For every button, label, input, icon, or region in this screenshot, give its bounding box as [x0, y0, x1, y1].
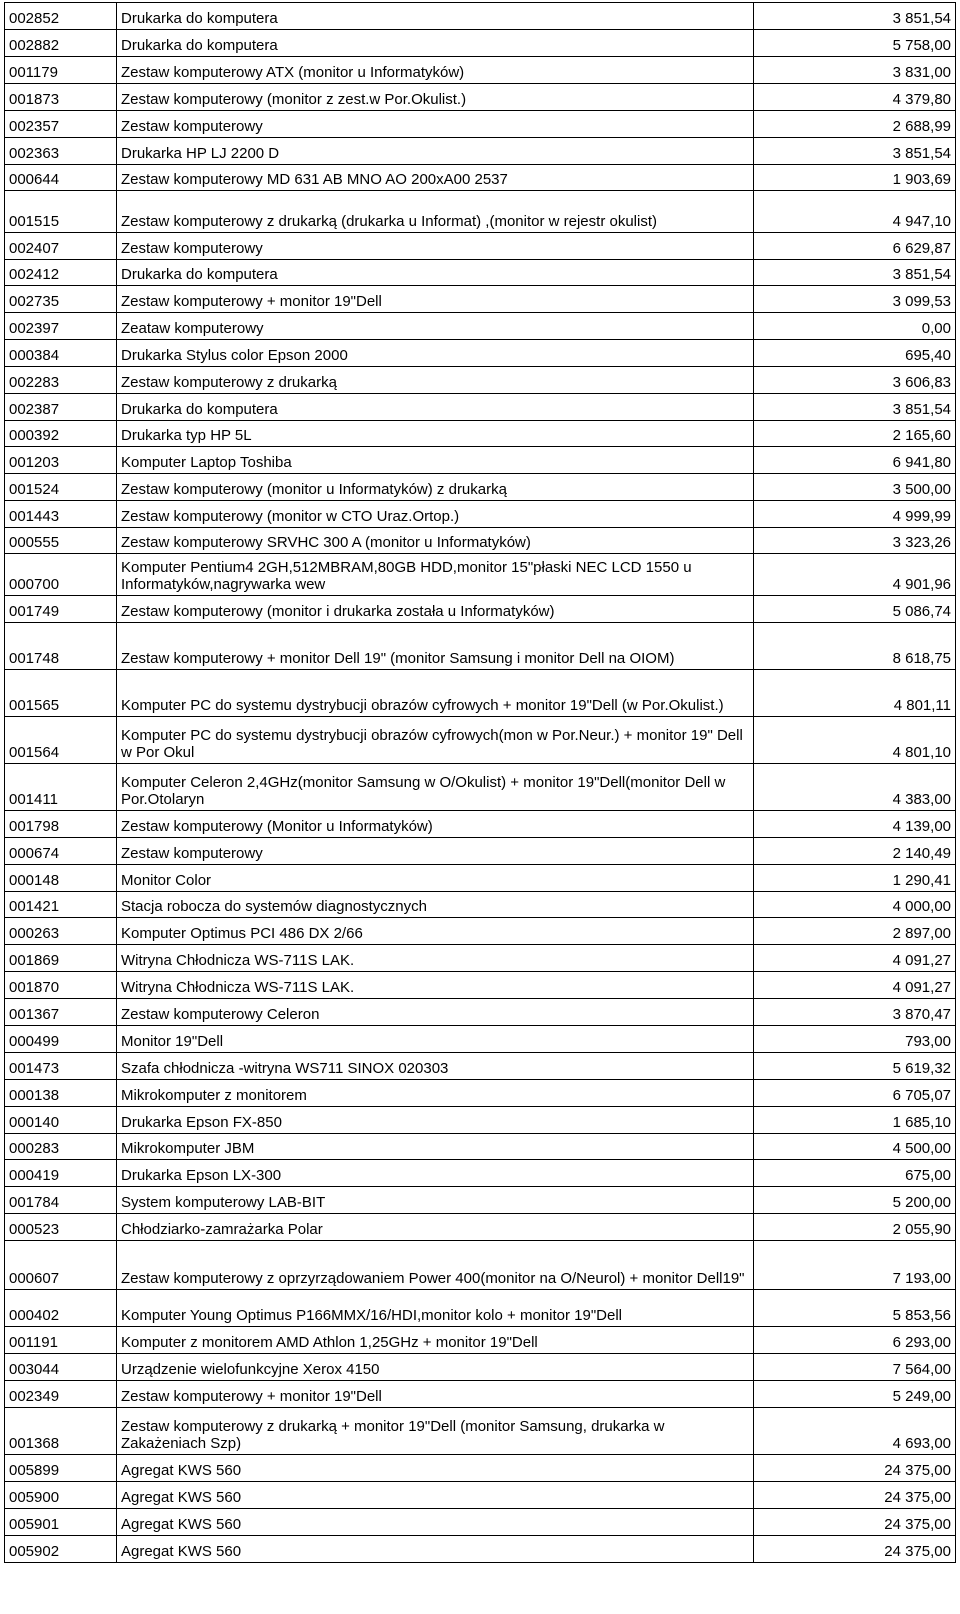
item-value-cell: 2 688,99 — [754, 111, 956, 138]
inventory-code-cell: 001368 — [5, 1408, 117, 1455]
item-name-cell: Drukarka HP LJ 2200 D — [117, 138, 754, 165]
item-name-cell: Zestaw komputerowy Celeron — [117, 999, 754, 1026]
item-name-cell: Zeataw komputerowy — [117, 313, 754, 340]
inventory-code-cell: 001411 — [5, 764, 117, 811]
item-value-cell: 4 379,80 — [754, 84, 956, 111]
item-value-cell: 3 831,00 — [754, 57, 956, 84]
table-row — [5, 313, 956, 340]
inventory-code-cell: 000140 — [5, 1107, 117, 1134]
item-name-cell: Agregat KWS 560 — [117, 1482, 754, 1509]
table-row — [5, 474, 956, 501]
inventory-code-cell: 001203 — [5, 447, 117, 474]
item-value-cell: 3 099,53 — [754, 286, 956, 313]
item-name-cell: Komputer Optimus PCI 486 DX 2/66 — [117, 918, 754, 945]
table-row — [5, 596, 956, 623]
table-row — [5, 999, 956, 1026]
inventory-table-body — [5, 3, 956, 1563]
inventory-code-cell: 005899 — [5, 1455, 117, 1482]
item-name-cell: Drukarka do komputera — [117, 3, 754, 30]
table-row — [5, 1509, 956, 1536]
inventory-code-cell: 000674 — [5, 838, 117, 865]
table-row — [5, 3, 956, 30]
inventory-code-cell: 000700 — [5, 554, 117, 596]
item-value-cell: 2 897,00 — [754, 918, 956, 945]
item-value-cell: 4 091,27 — [754, 945, 956, 972]
table-row — [5, 286, 956, 313]
table-row — [5, 1327, 956, 1354]
table-row — [5, 30, 956, 57]
inventory-code-cell: 001515 — [5, 191, 117, 233]
item-value-cell: 24 375,00 — [754, 1455, 956, 1482]
inventory-code-cell: 002387 — [5, 394, 117, 421]
item-value-cell: 6 293,00 — [754, 1327, 956, 1354]
item-name-cell: Zestaw komputerowy — [117, 233, 754, 260]
table-row — [5, 501, 956, 528]
item-value-cell: 24 375,00 — [754, 1536, 956, 1563]
item-name-cell: Zestaw komputerowy z drukarką (drukarka u Informat) ,(monitor w rejestr okulist) — [117, 191, 754, 233]
inventory-code-cell: 002407 — [5, 233, 117, 260]
item-value-cell: 4 801,10 — [754, 717, 956, 764]
table-row — [5, 340, 956, 367]
item-name-cell: Zestaw komputerowy SRVHC 300 A (monitor u Informatyków) — [117, 528, 754, 554]
item-value-cell: 4 383,00 — [754, 764, 956, 811]
table-row — [5, 892, 956, 918]
item-name-cell: Drukarka typ HP 5L — [117, 421, 754, 447]
item-value-cell: 695,40 — [754, 340, 956, 367]
inventory-code-cell: 000283 — [5, 1134, 117, 1160]
table-row — [5, 1080, 956, 1107]
item-value-cell: 2 055,90 — [754, 1214, 956, 1241]
inventory-code-cell: 001367 — [5, 999, 117, 1026]
table-row — [5, 191, 956, 233]
inventory-code-cell: 002363 — [5, 138, 117, 165]
table-row — [5, 367, 956, 394]
item-name-cell: Drukarka Stylus color Epson 2000 — [117, 340, 754, 367]
inventory-code-cell: 000499 — [5, 1026, 117, 1053]
item-name-cell: Agregat KWS 560 — [117, 1455, 754, 1482]
inventory-code-cell: 002349 — [5, 1381, 117, 1408]
table-row — [5, 554, 956, 596]
item-value-cell: 4 901,96 — [754, 554, 956, 596]
item-value-cell: 3 870,47 — [754, 999, 956, 1026]
item-value-cell: 3 851,54 — [754, 260, 956, 286]
item-name-cell: Zestaw komputerowy + monitor 19"Dell — [117, 1381, 754, 1408]
item-name-cell: Zestaw komputerowy z drukarką — [117, 367, 754, 394]
table-row — [5, 57, 956, 84]
inventory-code-cell: 002852 — [5, 3, 117, 30]
item-value-cell: 6 629,87 — [754, 233, 956, 260]
inventory-code-cell: 000384 — [5, 340, 117, 367]
item-name-cell: Zestaw komputerowy ATX (monitor u Informatyków) — [117, 57, 754, 84]
inventory-code-cell: 001870 — [5, 972, 117, 999]
item-value-cell: 3 323,26 — [754, 528, 956, 554]
item-name-cell: System komputerowy LAB-BIT — [117, 1187, 754, 1214]
table-row — [5, 1290, 956, 1327]
item-value-cell: 5 758,00 — [754, 30, 956, 57]
item-value-cell: 7 193,00 — [754, 1241, 956, 1290]
inventory-code-cell: 003044 — [5, 1354, 117, 1381]
inventory-code-cell: 001443 — [5, 501, 117, 528]
item-name-cell: Chłodziarko-zamrażarka Polar — [117, 1214, 754, 1241]
table-row — [5, 447, 956, 474]
inventory-code-cell: 001564 — [5, 717, 117, 764]
item-name-cell: Komputer z monitorem AMD Athlon 1,25GHz + monitor 19"Dell — [117, 1327, 754, 1354]
item-name-cell: Drukarka Epson LX-300 — [117, 1160, 754, 1187]
inventory-code-cell: 001565 — [5, 670, 117, 717]
table-row — [5, 165, 956, 191]
table-row — [5, 233, 956, 260]
table-row — [5, 260, 956, 286]
table-row — [5, 1214, 956, 1241]
item-name-cell: Szafa chłodnicza -witryna WS711 SINOX 020303 — [117, 1053, 754, 1080]
item-name-cell: Drukarka Epson FX-850 — [117, 1107, 754, 1134]
item-name-cell: Zestaw komputerowy z oprzyrządowaniem Power 400(monitor na O/Neurol) + monitor Dell19" — [117, 1241, 754, 1290]
table-row — [5, 838, 956, 865]
item-name-cell: Stacja robocza do systemów diagnostycznych — [117, 892, 754, 918]
table-row — [5, 84, 956, 111]
item-name-cell: Komputer PC do systemu dystrybucji obrazów cyfrowych + monitor 19"Dell (w Por.Okulist.) — [117, 670, 754, 717]
inventory-code-cell: 001869 — [5, 945, 117, 972]
inventory-code-cell: 000138 — [5, 1080, 117, 1107]
item-value-cell: 4 091,27 — [754, 972, 956, 999]
item-name-cell: Komputer Laptop Toshiba — [117, 447, 754, 474]
inventory-code-cell: 000607 — [5, 1241, 117, 1290]
table-row — [5, 1536, 956, 1563]
item-value-cell: 5 249,00 — [754, 1381, 956, 1408]
item-value-cell: 24 375,00 — [754, 1509, 956, 1536]
inventory-code-cell: 002357 — [5, 111, 117, 138]
item-value-cell: 6 705,07 — [754, 1080, 956, 1107]
inventory-code-cell: 000263 — [5, 918, 117, 945]
item-name-cell: Zestaw komputerowy (monitor w CTO Uraz.Ortop.) — [117, 501, 754, 528]
table-row — [5, 1482, 956, 1509]
item-value-cell: 6 941,80 — [754, 447, 956, 474]
inventory-code-cell: 005901 — [5, 1509, 117, 1536]
item-value-cell: 24 375,00 — [754, 1482, 956, 1509]
item-name-cell: Komputer Celeron 2,4GHz(monitor Samsung w O/Okulist) + monitor 19"Dell(monitor Dell w Por.Otolaryn — [117, 764, 754, 811]
table-row — [5, 1408, 956, 1455]
table-row — [5, 1134, 956, 1160]
item-name-cell: Komputer Pentium4 2GH,512MBRAM,80GB HDD,monitor 15"płaski NEC LCD 1550 u Informatyków,nagrywarka wew — [117, 554, 754, 596]
item-name-cell: Zestaw komputerowy MD 631 AB MNO AO 200xA00 2537 — [117, 165, 754, 191]
item-name-cell: Zestaw komputerowy (monitor z zest.w Por.Okulist.) — [117, 84, 754, 111]
item-value-cell: 0,00 — [754, 313, 956, 340]
item-name-cell: Zestaw komputerowy (Monitor u Informatyków) — [117, 811, 754, 838]
item-value-cell: 4 000,00 — [754, 892, 956, 918]
item-name-cell: Zestaw komputerowy + monitor 19"Dell — [117, 286, 754, 313]
inventory-code-cell: 002735 — [5, 286, 117, 313]
item-name-cell: Monitor Color — [117, 865, 754, 892]
item-name-cell: Zestaw komputerowy (monitor i drukarka została u Informatyków) — [117, 596, 754, 623]
inventory-code-cell: 001784 — [5, 1187, 117, 1214]
inventory-code-cell: 001749 — [5, 596, 117, 623]
table-row — [5, 918, 956, 945]
item-value-cell: 2 140,49 — [754, 838, 956, 865]
item-value-cell: 4 999,99 — [754, 501, 956, 528]
table-row — [5, 1160, 956, 1187]
inventory-code-cell: 001873 — [5, 84, 117, 111]
item-name-cell: Mikrokomputer z monitorem — [117, 1080, 754, 1107]
item-name-cell: Zestaw komputerowy — [117, 111, 754, 138]
item-value-cell: 3 606,83 — [754, 367, 956, 394]
table-row — [5, 1381, 956, 1408]
item-value-cell: 1 903,69 — [754, 165, 956, 191]
item-name-cell: Monitor 19"Dell — [117, 1026, 754, 1053]
table-row — [5, 811, 956, 838]
item-value-cell: 4 947,10 — [754, 191, 956, 233]
inventory-code-cell: 001421 — [5, 892, 117, 918]
item-value-cell: 4 139,00 — [754, 811, 956, 838]
item-value-cell: 5 619,32 — [754, 1053, 956, 1080]
item-name-cell: Agregat KWS 560 — [117, 1536, 754, 1563]
inventory-code-cell: 002882 — [5, 30, 117, 57]
inventory-code-cell: 002412 — [5, 260, 117, 286]
inventory-code-cell: 000555 — [5, 528, 117, 554]
inventory-code-cell: 002283 — [5, 367, 117, 394]
item-value-cell: 3 851,54 — [754, 3, 956, 30]
item-value-cell: 7 564,00 — [754, 1354, 956, 1381]
item-value-cell: 1 290,41 — [754, 865, 956, 892]
item-name-cell: Zestaw komputerowy (monitor u Informatyków) z drukarką — [117, 474, 754, 501]
item-value-cell: 4 693,00 — [754, 1408, 956, 1455]
item-name-cell: Urządzenie wielofunkcyjne Xerox 4150 — [117, 1354, 754, 1381]
item-value-cell: 5 200,00 — [754, 1187, 956, 1214]
table-row — [5, 1053, 956, 1080]
table-row — [5, 1026, 956, 1053]
table-row — [5, 670, 956, 717]
item-name-cell: Zestaw komputerowy — [117, 838, 754, 865]
inventory-code-cell: 000148 — [5, 865, 117, 892]
inventory-code-cell: 000419 — [5, 1160, 117, 1187]
item-value-cell: 3 851,54 — [754, 394, 956, 421]
item-name-cell: Witryna Chłodnicza WS-711S LAK. — [117, 972, 754, 999]
inventory-code-cell: 002397 — [5, 313, 117, 340]
table-row — [5, 111, 956, 138]
table-row — [5, 421, 956, 447]
table-row — [5, 865, 956, 892]
item-value-cell: 1 685,10 — [754, 1107, 956, 1134]
table-row — [5, 1455, 956, 1482]
item-value-cell: 5 853,56 — [754, 1290, 956, 1327]
item-name-cell: Drukarka do komputera — [117, 30, 754, 57]
item-value-cell: 4 500,00 — [754, 1134, 956, 1160]
item-name-cell: Witryna Chłodnicza WS-711S LAK. — [117, 945, 754, 972]
item-value-cell: 4 801,11 — [754, 670, 956, 717]
inventory-code-cell: 001798 — [5, 811, 117, 838]
inventory-code-cell: 000523 — [5, 1214, 117, 1241]
item-name-cell: Drukarka do komputera — [117, 260, 754, 286]
item-name-cell: Komputer Young Optimus P166MMX/16/HDI,monitor kolo + monitor 19"Dell — [117, 1290, 754, 1327]
inventory-code-cell: 001524 — [5, 474, 117, 501]
table-row — [5, 1107, 956, 1134]
inventory-code-cell: 001748 — [5, 623, 117, 670]
table-row — [5, 764, 956, 811]
inventory-code-cell: 001179 — [5, 57, 117, 84]
table-row — [5, 623, 956, 670]
inventory-code-cell: 005900 — [5, 1482, 117, 1509]
inventory-table — [4, 2, 956, 1563]
inventory-code-cell: 000402 — [5, 1290, 117, 1327]
item-name-cell: Komputer PC do systemu dystrybucji obrazów cyfrowych(mon w Por.Neur.) + monitor 19" Dell w Por Okul — [117, 717, 754, 764]
table-row — [5, 717, 956, 764]
item-value-cell: 793,00 — [754, 1026, 956, 1053]
inventory-code-cell: 000644 — [5, 165, 117, 191]
item-value-cell: 2 165,60 — [754, 421, 956, 447]
table-row — [5, 972, 956, 999]
inventory-code-cell: 000392 — [5, 421, 117, 447]
inventory-code-cell: 001473 — [5, 1053, 117, 1080]
item-value-cell: 3 500,00 — [754, 474, 956, 501]
inventory-code-cell: 005902 — [5, 1536, 117, 1563]
table-row — [5, 394, 956, 421]
item-name-cell: Zestaw komputerowy + monitor Dell 19" (monitor Samsung i monitor Dell na OIOM) — [117, 623, 754, 670]
item-value-cell: 8 618,75 — [754, 623, 956, 670]
table-row — [5, 945, 956, 972]
table-row — [5, 138, 956, 165]
table-row — [5, 528, 956, 554]
item-name-cell: Mikrokomputer JBM — [117, 1134, 754, 1160]
item-name-cell: Agregat KWS 560 — [117, 1509, 754, 1536]
table-row — [5, 1187, 956, 1214]
item-name-cell: Drukarka do komputera — [117, 394, 754, 421]
item-value-cell: 675,00 — [754, 1160, 956, 1187]
item-value-cell: 5 086,74 — [754, 596, 956, 623]
table-row — [5, 1354, 956, 1381]
item-value-cell: 3 851,54 — [754, 138, 956, 165]
item-name-cell: Zestaw komputerowy z drukarką + monitor 19"Dell (monitor Samsung, drukarka w Zakażeniach Szp) — [117, 1408, 754, 1455]
table-row — [5, 1241, 956, 1290]
inventory-code-cell: 001191 — [5, 1327, 117, 1354]
